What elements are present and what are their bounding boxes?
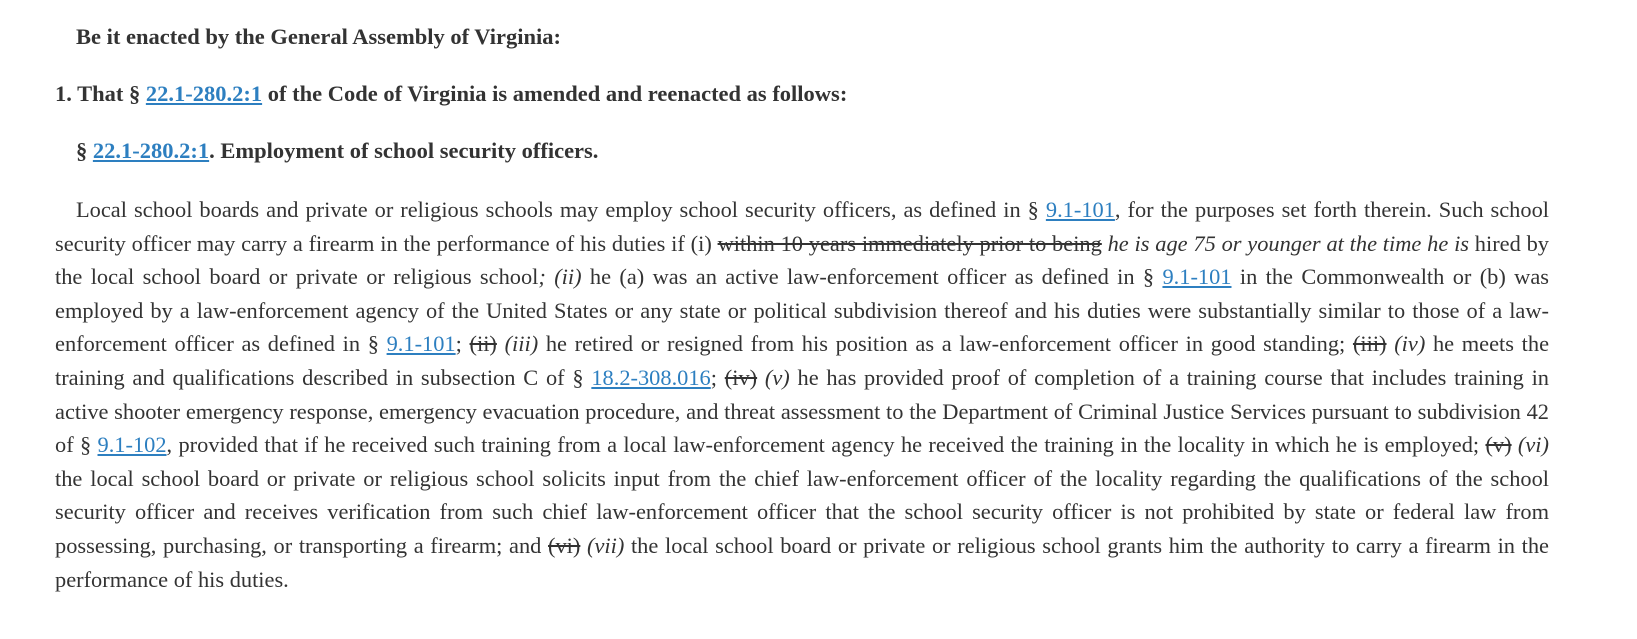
section-body-paragraph <box>55 193 1549 596</box>
section-symbol: § <box>76 138 93 163</box>
section-1-statement <box>55 81 847 107</box>
deleted-text: within 10 years immediately prior to being <box>717 230 1102 256</box>
body-text: hired by the local school board or private or religious school <box>55 230 1550 290</box>
enacting-clause: Be it enacted by the General Assembly of Virginia: <box>76 24 561 49</box>
inserted-text: he is age 75 or younger at the time he is <box>1107 230 1470 256</box>
body-text: he (a) was an active law-enforcement officer as defined in § <box>581 264 1163 290</box>
deleted-text: (vi) <box>548 532 581 558</box>
code-link-9-1-101[interactable]: 9.1-101 <box>1045 197 1115 222</box>
code-link-9-1-101[interactable]: 9.1-101 <box>386 331 456 357</box>
inserted-text: (vii) <box>587 532 625 558</box>
body-text: , for the purposes set forth therein. Such school security officer may carry a firearm in the performance of his duties if (i) <box>55 197 1549 256</box>
section-1-prefix: 1. That § <box>55 81 146 106</box>
deleted-text: (ii) <box>469 331 497 357</box>
body-text: he meets the training and qualifications described in subsection C of § <box>55 331 1550 390</box>
inserted-text: ; (ii) <box>538 264 582 290</box>
section-heading <box>76 138 598 164</box>
inserted-text: (iv) <box>1394 331 1426 357</box>
body-text: , provided that if he received such training from a local law-enforcement agency he received the training in the locality in which he is employed; <box>166 432 1486 458</box>
body-text: ; <box>710 364 725 390</box>
code-link-9-1-101[interactable]: 9.1-101 <box>1162 264 1232 290</box>
body-text: ; <box>455 331 470 357</box>
deleted-text: (iii) <box>1352 331 1387 357</box>
heading-code-section-link[interactable]: 22.1-280.2:1 <box>92 138 210 163</box>
section-title: . Employment of school security officers. <box>209 138 599 163</box>
inserted-text: (vi) <box>1517 432 1549 458</box>
inserted-text: (iii) <box>504 331 539 357</box>
section-1-suffix: of the Code of Virginia is amended and reenacted as follows: <box>262 81 848 106</box>
body-text: the local school board or private or religious school grants him the authority to carry a firearm in the performance of his duties. <box>55 532 1549 592</box>
body-text <box>497 331 505 356</box>
body-text <box>757 365 765 390</box>
code-link-18-2-308-016[interactable]: 18.2-308.016 <box>591 364 711 390</box>
body-text: in the Commonwealth or (b) was employed by a law-enforcement agency of the United States or any state or political subdivision thereof and his duties were substantially similar to those of a law-enforcement officer as defined in § <box>55 264 1549 357</box>
body-text: the local school board or private or religious school solicits input from the chief law-enforcement officer of the locality regarding the qualifications of the school security officer and receives verification from such chief law-enforcement officer that the school security officer is not prohibited by state or federal law from possessing, purchasing, or transporting a firearm; and <box>55 465 1549 558</box>
inserted-text: (v) <box>764 364 790 390</box>
body-text: he retired or resigned from his position as a law-enforcement officer in good standing; <box>538 331 1353 357</box>
code-section-link[interactable]: 22.1-280.2:1 <box>145 81 263 106</box>
deleted-text: (iv) <box>724 364 758 390</box>
deleted-text: (v) <box>1485 432 1512 458</box>
code-link-9-1-102[interactable]: 9.1-102 <box>97 432 167 458</box>
body-text: Local school boards and private or religious schools may employ school security officers, as defined in § <box>76 197 1046 222</box>
body-text: he has provided proof of completion of a training course that includes training in active shooter emergency response, emergency evacuation procedure, and threat assessment to the Department of Criminal Justice Services pursuant to subdivision 42 of § <box>55 364 1549 458</box>
